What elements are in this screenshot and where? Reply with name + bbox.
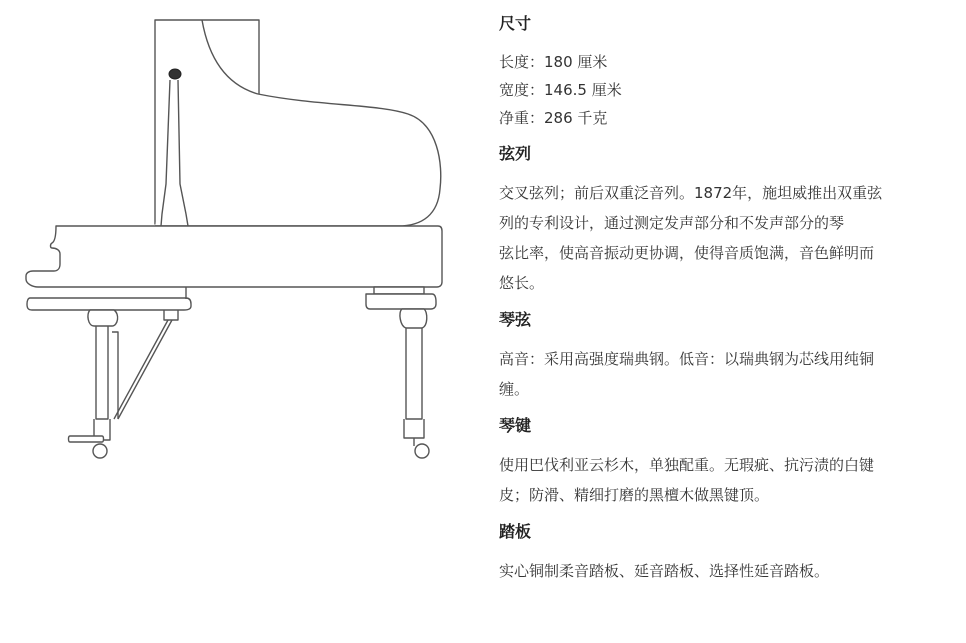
text-line: 高音：采用高强度瑞典钢。低音：以瑞典钢为芯线用纯铜	[499, 350, 875, 368]
rear-leg	[400, 309, 427, 328]
text-line: 弦比率，使高音振动更协调，使得音质饱满，音色鲜明而	[499, 244, 875, 262]
text-line: 使用巴伐利亚云杉木，单独配重。无瑕疵、抗污渍的白键	[499, 456, 875, 474]
front-caster	[93, 444, 107, 458]
pedal-lyre	[114, 320, 172, 419]
stringing-description	[499, 178, 951, 298]
section-pedals	[499, 520, 951, 586]
text-line: 皮；防滑、精细打磨的黑檀木做黑键顶。	[499, 486, 770, 504]
text-line: 交叉弦列；前后双重泛音列。1872年，施坦威推出双重弦	[499, 184, 883, 202]
piano-side-illustration	[18, 14, 448, 464]
pedals-heading: 踏板	[499, 522, 532, 541]
length-value: 长度：180 厘米	[499, 53, 608, 71]
width-value: 宽度：146.5 厘米	[499, 81, 622, 99]
text-line: 悠长。	[499, 274, 545, 292]
pedals-description	[499, 556, 951, 586]
grand-piano-drawing	[18, 14, 448, 464]
keys-description	[499, 450, 951, 510]
keys-heading: 琴键	[499, 416, 532, 435]
stringing-heading: 弦列	[499, 144, 532, 163]
lid-knob	[169, 69, 181, 79]
section-stringing	[499, 142, 951, 298]
keybed-rail	[27, 298, 191, 310]
front-leg	[88, 310, 118, 326]
weight-value: 净重：286 千克	[499, 109, 608, 127]
text-line: 缠。	[499, 380, 530, 398]
piano-specifications	[499, 12, 951, 596]
dimensions-heading: 尺寸	[499, 14, 532, 33]
section-dimensions	[499, 12, 951, 132]
strings-heading: 琴弦	[499, 310, 532, 329]
rear-caster	[415, 444, 429, 458]
pedal-bar	[69, 436, 104, 442]
strings-description	[499, 344, 951, 404]
text-line: 实心铜制柔音踏板、延音踏板、选择性延音踏板。	[499, 562, 830, 580]
piano-case	[26, 226, 442, 287]
section-keys	[499, 414, 951, 510]
piano-body	[155, 20, 441, 226]
section-strings	[499, 308, 951, 404]
rear-pedestal	[374, 287, 424, 294]
text-line: 列的专利设计，通过测定发声部分和不发声部分的琴	[499, 214, 845, 232]
